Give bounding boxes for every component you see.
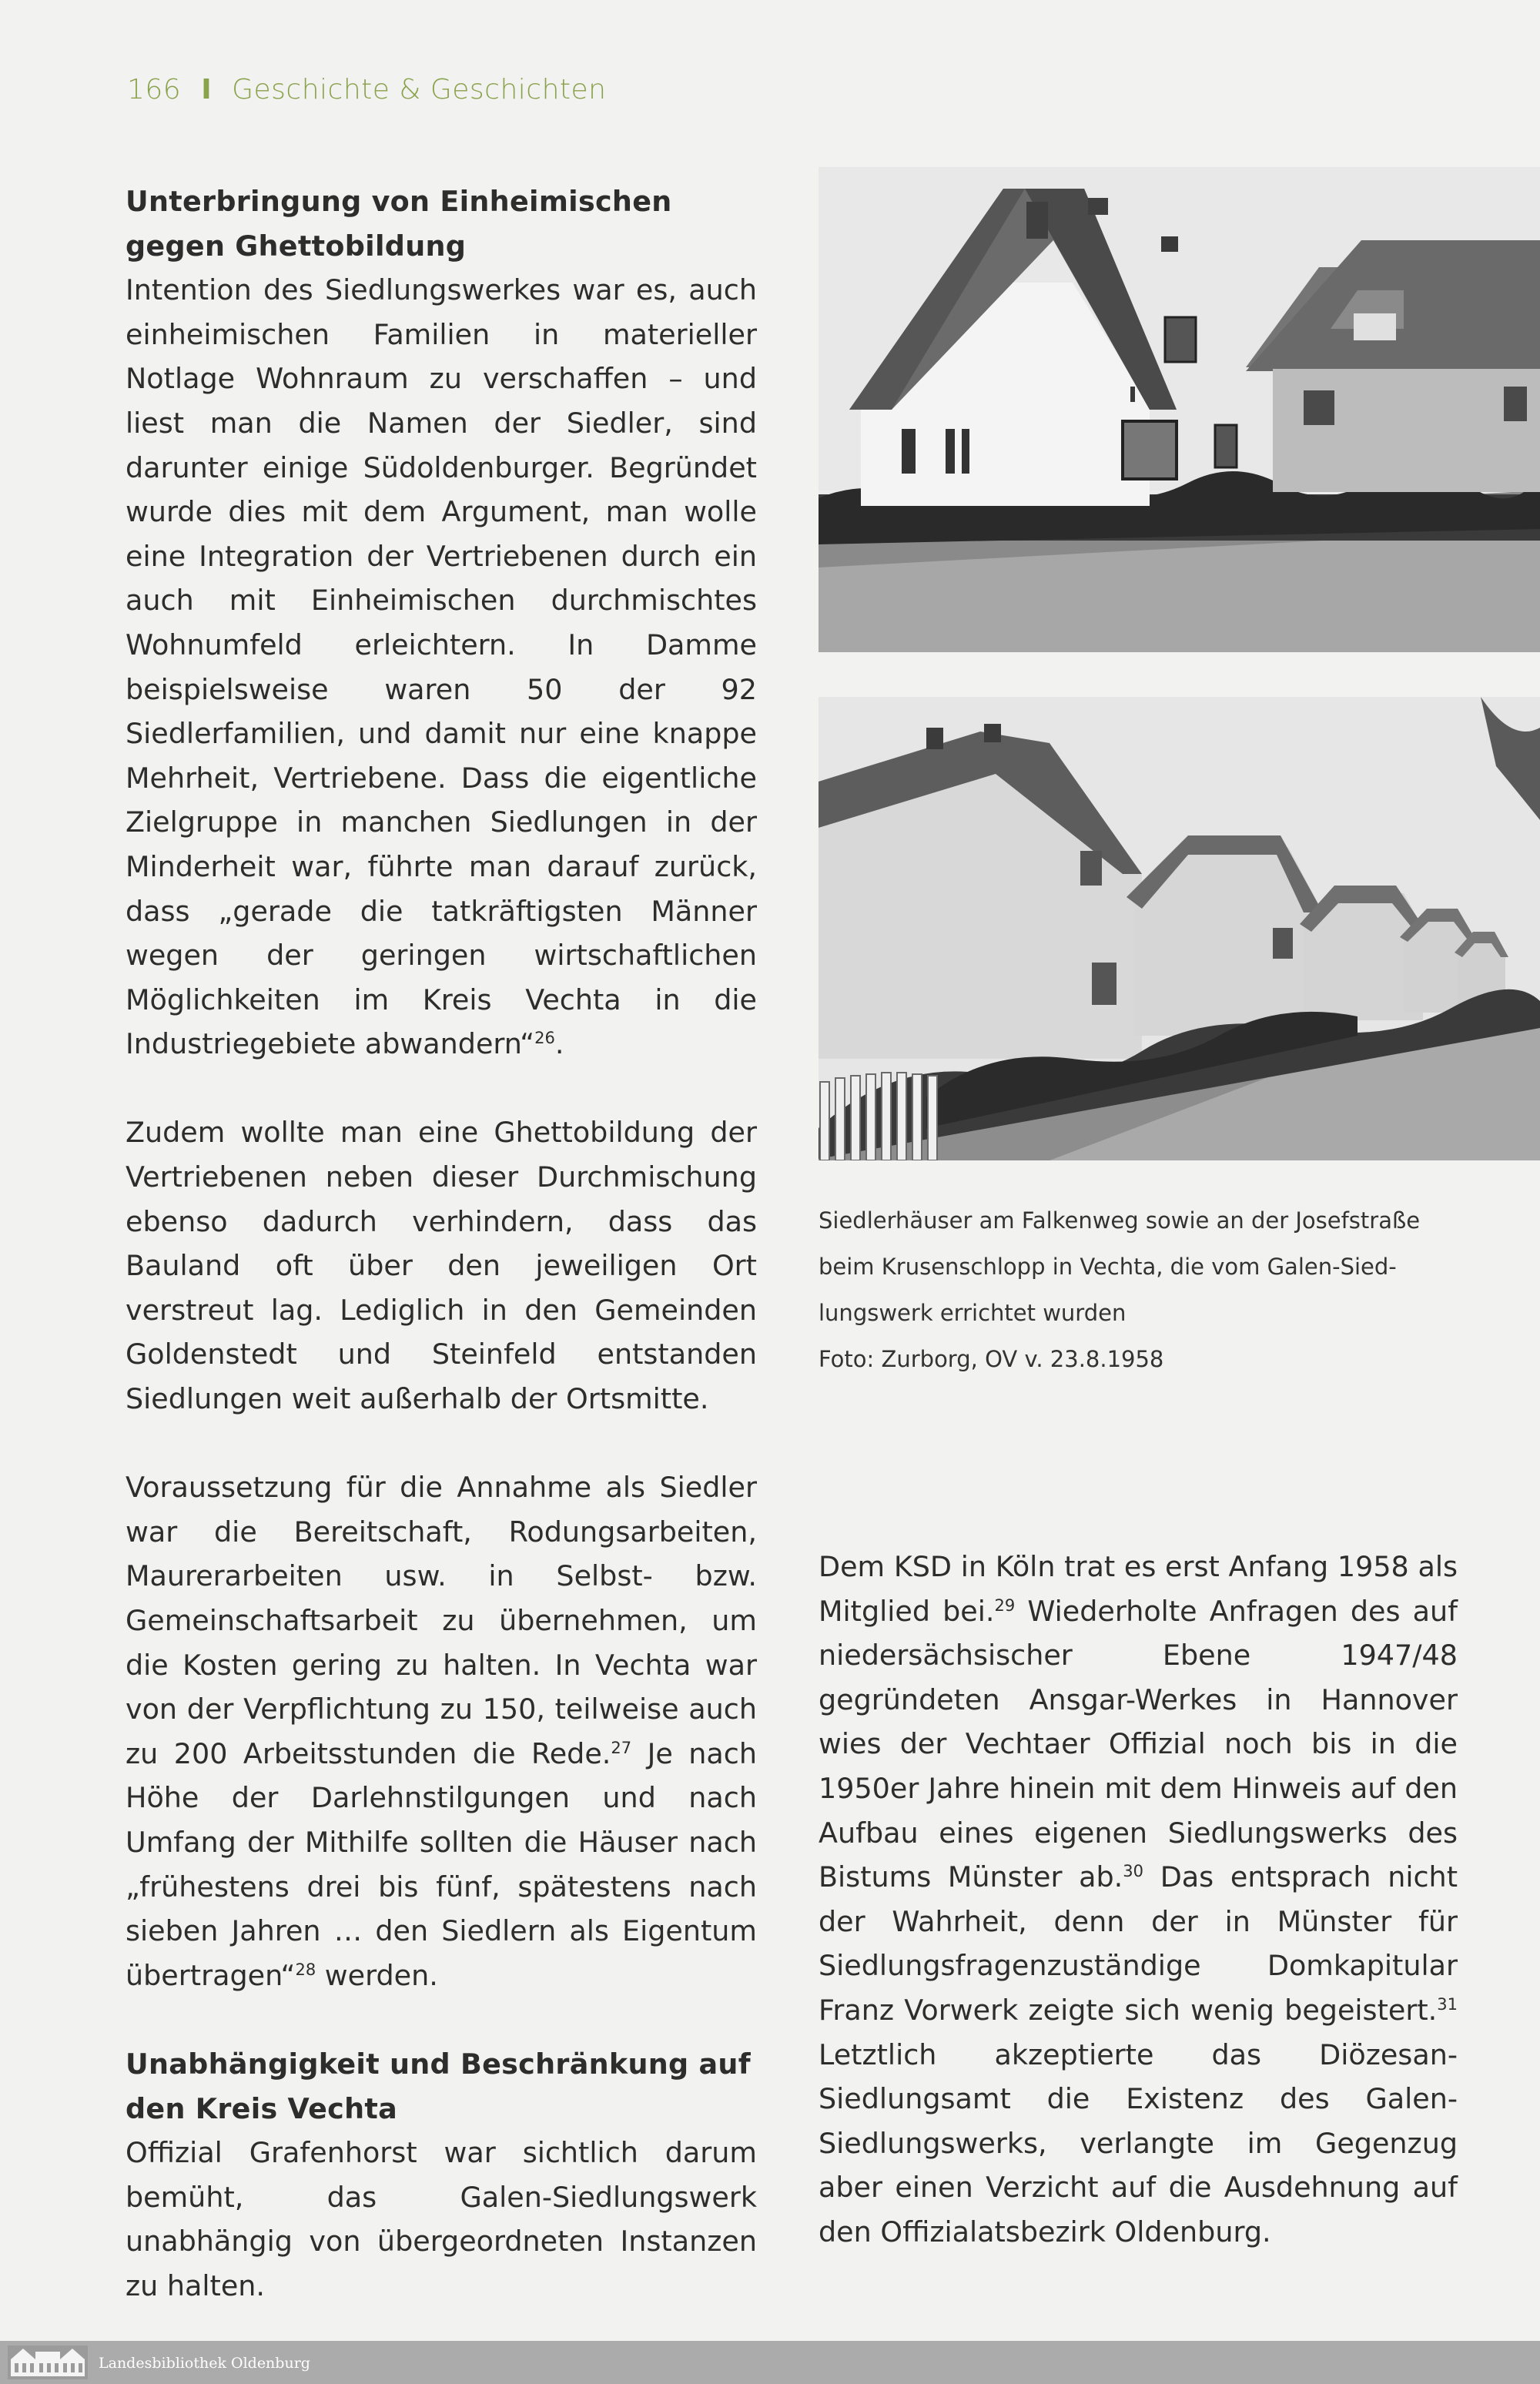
photo-caption <box>819 1197 1488 1382</box>
right-text-column <box>819 1545 1458 2255</box>
running-header <box>127 74 606 105</box>
left-text-column <box>126 179 757 2309</box>
footer-library-name: Landesbibliothek Oldenburg <box>99 2355 310 2372</box>
section-title: Geschichte & Geschichten <box>232 74 607 105</box>
paragraph-4: Offizial Grafenhorst war sichtlich darum bemüht, das Galen-Siedlungswerk unabhängig von übergeordneten Instanzen zu halten. <box>126 2136 757 2302</box>
caption-line-1: Siedlerhäuser am Falkenweg sowie an der Josefstraße <box>819 1207 1421 1234</box>
page-number: 166 <box>127 74 182 105</box>
library-building-icon <box>8 2345 88 2379</box>
photo-settler-house-falkenweg <box>819 167 1540 652</box>
paragraph-1-end: . <box>554 1027 564 1061</box>
paragraph-5-text-d: Letztlich akzeptierte das Diözesan-Siedlungsamt die Existenz des Galen-Siedlungswerks, verlangte im Gegenzug aber einen Verzicht auf die Ausdehnung auf den Offizialatsbezirk Oldenburg. <box>819 2037 1458 2248</box>
footnote-ref-30[interactable]: 30 <box>1123 1862 1144 1880</box>
paragraph-3-text-b: Je nach Höhe der Darlehnstilgungen und nach Umfang der Mithilfe sollten die Häuser nach „frühestens drei bis fünf, spätestens nach sieben Jahren … den Siedlern als Eigentum übertragen“ <box>126 1736 757 1992</box>
header-separator: I <box>201 74 213 105</box>
paragraph-1 <box>126 268 757 1066</box>
footnote-ref-31[interactable]: 31 <box>1437 1994 1458 2014</box>
caption-line-3: lungswerk errichtet wurden <box>819 1300 1127 1326</box>
paragraph-1-text: Intention des Siedlungswerkes war es, auch einheimischen Familien in materieller Notlage Wohnraum zu verschaffen – und liest man die Namen der Siedler, sind darunter einige Südoldenburger. Begründet wurde dies mit dem Argument, man wolle eine Integration der Vertriebenen durch ein auch mit Einheimischen durchmischtes Wohnumfeld erleichtern. In Damme beispielsweise waren 50 der 92 Siedlerfamilien, und damit nur eine knappe Mehrheit, Vertriebene. Dass die eigentliche Zielgruppe in manchen Siedlungen in der Minderheit war, führte man darauf zurück, dass „gerade die tatkräftigsten Männer wegen der geringen wirtschaftlichen Möglichkeiten im Kreis Vechta in die Industriegebiete abwandern“ <box>126 273 757 1061</box>
caption-line-2: beim Krusenschlopp in Vechta, die vom Galen-Sied- <box>819 1254 1397 1280</box>
paragraph-5-text-b: Wiederholte Anfragen des auf niedersächsischer Ebene 1947/48 gegründeten Ansgar-Werkes in Hannover wies der Vechtaer Offizial noch bis in die 1950er Jahre hinein mit dem Hinweis auf den Aufbau eines eigenen Siedlungswerks des Bistums Münster ab. <box>819 1594 1458 1894</box>
footnote-ref-27[interactable]: 27 <box>611 1738 632 1757</box>
caption-photo-credit: Foto: Zurborg, OV v. 23.8.1958 <box>819 1346 1164 1372</box>
footnote-ref-28[interactable]: 28 <box>295 1960 316 1979</box>
section-heading-1: Unterbringung von Einheimischen gegen Ghettobildung <box>126 185 672 263</box>
paragraph-5-text-a: Dem KSD in Köln trat es erst Anfang 1958 als Mitglied bei. <box>819 1550 1458 1628</box>
photo-settler-houses-josefstrasse <box>819 697 1540 1160</box>
section-heading-2: Unabhängigkeit und Beschränkung auf den Kreis Vechta <box>126 2047 751 2125</box>
footnote-ref-26[interactable]: 26 <box>534 1029 555 1048</box>
paragraph-5-text-c: Das entsprach nicht der Wahrheit, denn der in Münster für Siedlungsfragenzuständige Domkapitular Franz Vorwerk zeigte sich wenig begeistert. <box>819 1860 1458 2027</box>
paragraph-2: Zudem wollte man eine Ghettobildung der Vertriebenen neben dieser Durchmischung ebenso dadurch verhindern, dass das Bauland oft über den jeweiligen Ort verstreut lag. Lediglich in den Gemeinden Goldenstedt und Steinfeld entstanden Siedlungen weit außerhalb der Ortsmitte. <box>126 1116 757 1416</box>
footnote-ref-29[interactable]: 29 <box>994 1595 1016 1615</box>
paragraph-3-text-c: werden. <box>316 1958 438 1992</box>
paragraph-3-text-a: Voraussetzung für die Annahme als Siedler war die Bereitschaft, Rodungsarbeiten, Maurerarbeiten usw. in Selbst- bzw. Gemeinschaftsarbeit zu übernehmen, um die Kosten gering zu halten. In Vechta war von der Verpflichtung zu 150, teilweise auch zu 200 Arbeitsstunden die Rede. <box>126 1471 757 1770</box>
paragraph-3 <box>126 1465 757 1997</box>
paragraph-5 <box>819 1545 1458 2255</box>
